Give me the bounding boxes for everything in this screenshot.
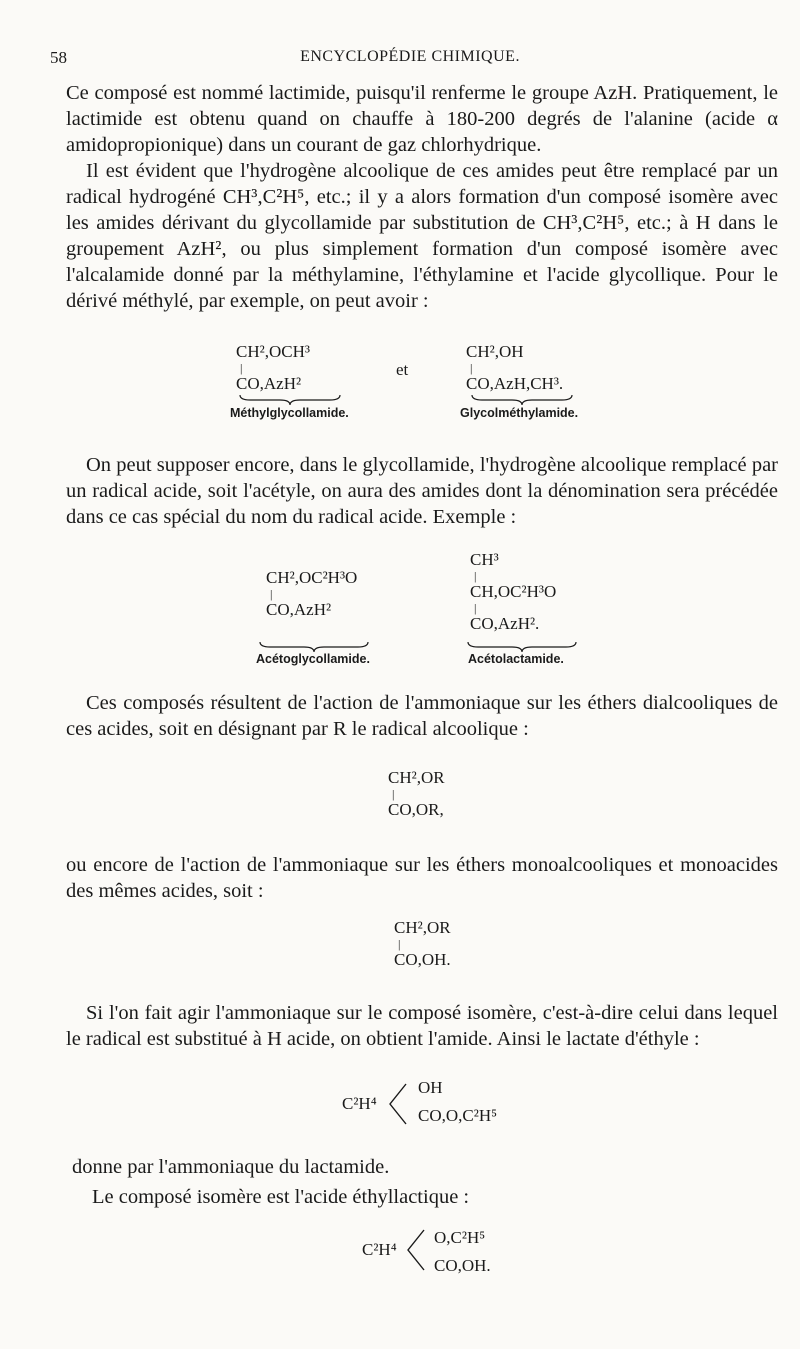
formula-glycolmethylamide bbox=[466, 342, 563, 394]
formula-dialcoolique bbox=[388, 768, 445, 820]
formula-line: CH³ bbox=[470, 550, 499, 569]
caption-glycolmethylamide: Glycolméthylamide. bbox=[460, 406, 579, 420]
bond-symbol: | bbox=[470, 361, 473, 375]
formula-ethyllactique-left: C²H⁴ bbox=[362, 1240, 397, 1259]
bond-symbol: | bbox=[240, 361, 243, 375]
running-head: ENCYCLOPÉDIE CHIMIQUE. bbox=[300, 48, 520, 65]
bond-symbol: | bbox=[270, 587, 273, 601]
formula-methylglycollamide bbox=[236, 342, 310, 394]
formula-line: CH,OC²H³O bbox=[470, 582, 557, 601]
formula-line: CO,OR, bbox=[388, 800, 444, 819]
paragraph-3: On peut supposer encore, dans le glycollamide, l'hydrogène alcoolique remplacé par un radical acide, soit l'acétyle, on aura des amides dont la dénomination sera précédée dans ce cas spécial du nom du radical acide. Exemple : bbox=[66, 454, 778, 528]
formula-acetoglycollamide bbox=[266, 568, 357, 620]
formula-line: CH²,OC²H³O bbox=[266, 568, 358, 587]
paragraph-4: Ces composés résultent de l'action de l'ammoniaque sur les éthers dialcooliques de ces acides, soit en désignant par R le radical alcoolique : bbox=[66, 692, 778, 740]
brace-symbol bbox=[238, 393, 342, 407]
caption-acetolactamide: Acétolactamide. bbox=[468, 652, 564, 666]
page-header bbox=[50, 48, 770, 72]
formula-lactate-lower: CO,O,C²H⁵ bbox=[418, 1106, 498, 1125]
formula-lactate-left: C²H⁴ bbox=[342, 1094, 377, 1113]
paragraph-8: Le composé isomère est l'acide éthyllactique : bbox=[92, 1186, 470, 1208]
formula-lactate-upper: OH bbox=[418, 1078, 443, 1097]
page-number: 58 bbox=[50, 48, 67, 67]
bond-symbol: | bbox=[398, 937, 401, 951]
branch-symbol bbox=[404, 1226, 428, 1274]
bond-symbol: | bbox=[474, 569, 477, 583]
paragraph-6: Si l'on fait agir l'ammoniaque sur le composé isomère, c'est-à-dire celui dans lequel le radical est substitué à H acide, on obtient l'amide. Ainsi le lactate d'éthyle : bbox=[66, 1002, 778, 1050]
formula-line: CO,AzH² bbox=[266, 600, 332, 619]
formula-line: CH²,OH bbox=[466, 342, 524, 361]
formula-line: CH²,OR bbox=[388, 768, 445, 787]
formula-ethyllactique-lower: CO,OH. bbox=[434, 1256, 491, 1275]
paragraph-2: Il est évident que l'hydrogène alcoolique de ces amides peut être remplacé par un radical hydrogéné CH³,C²H⁵, etc.; il y a alors formation d'un composé isomère avec les amides dérivant du glycollamide par substitution de CH³,C²H⁵, etc.; à H dans le groupement AzH², ou plus simplement formation d'un composé isomère avec l'alcalamide donné par la méthylamine, l'éthylamine et l'acide glycollique. Pour le dérivé méthylé, par exemple, on peut avoir : bbox=[66, 160, 778, 312]
bond-symbol: | bbox=[392, 787, 395, 801]
caption-methylglycollamide: Méthylglycollamide. bbox=[230, 406, 349, 420]
formula-ethyllactique-upper: O,C²H⁵ bbox=[434, 1228, 486, 1247]
brace-symbol bbox=[470, 393, 574, 407]
bond-symbol: | bbox=[474, 601, 477, 615]
formula-line: CH²,OCH³ bbox=[236, 342, 310, 361]
paragraph-1: Ce composé est nommé lactimide, puisqu'il renferme le groupe AzH. Pratiquement, le lactimide est obtenu quand on chauffe à 180-200 degrés de l'alanine (acide α amidopropionique) dans un courant de gaz chlorhydrique. bbox=[66, 82, 778, 156]
formula-line: CO,OH. bbox=[394, 950, 451, 969]
formula-monoalcoolique bbox=[394, 918, 451, 970]
formula-line: CO,AzH². bbox=[470, 614, 540, 633]
branch-symbol bbox=[386, 1080, 410, 1128]
caption-acetoglycollamide: Acétoglycollamide. bbox=[256, 652, 370, 666]
paragraph-7: donne par l'ammoniaque du lactamide. bbox=[72, 1156, 390, 1178]
formula-line: CH²,OR bbox=[394, 918, 451, 937]
formula-line: CO,AzH,CH³. bbox=[466, 374, 564, 393]
formula-line: CO,AzH² bbox=[236, 374, 302, 393]
paragraph-5: ou encore de l'action de l'ammoniaque sur les éthers monoalcooliques et monoacides des mêmes acides, soit : bbox=[66, 854, 778, 902]
connector-et: et bbox=[396, 360, 409, 379]
formula-acetolactamide bbox=[470, 550, 556, 634]
